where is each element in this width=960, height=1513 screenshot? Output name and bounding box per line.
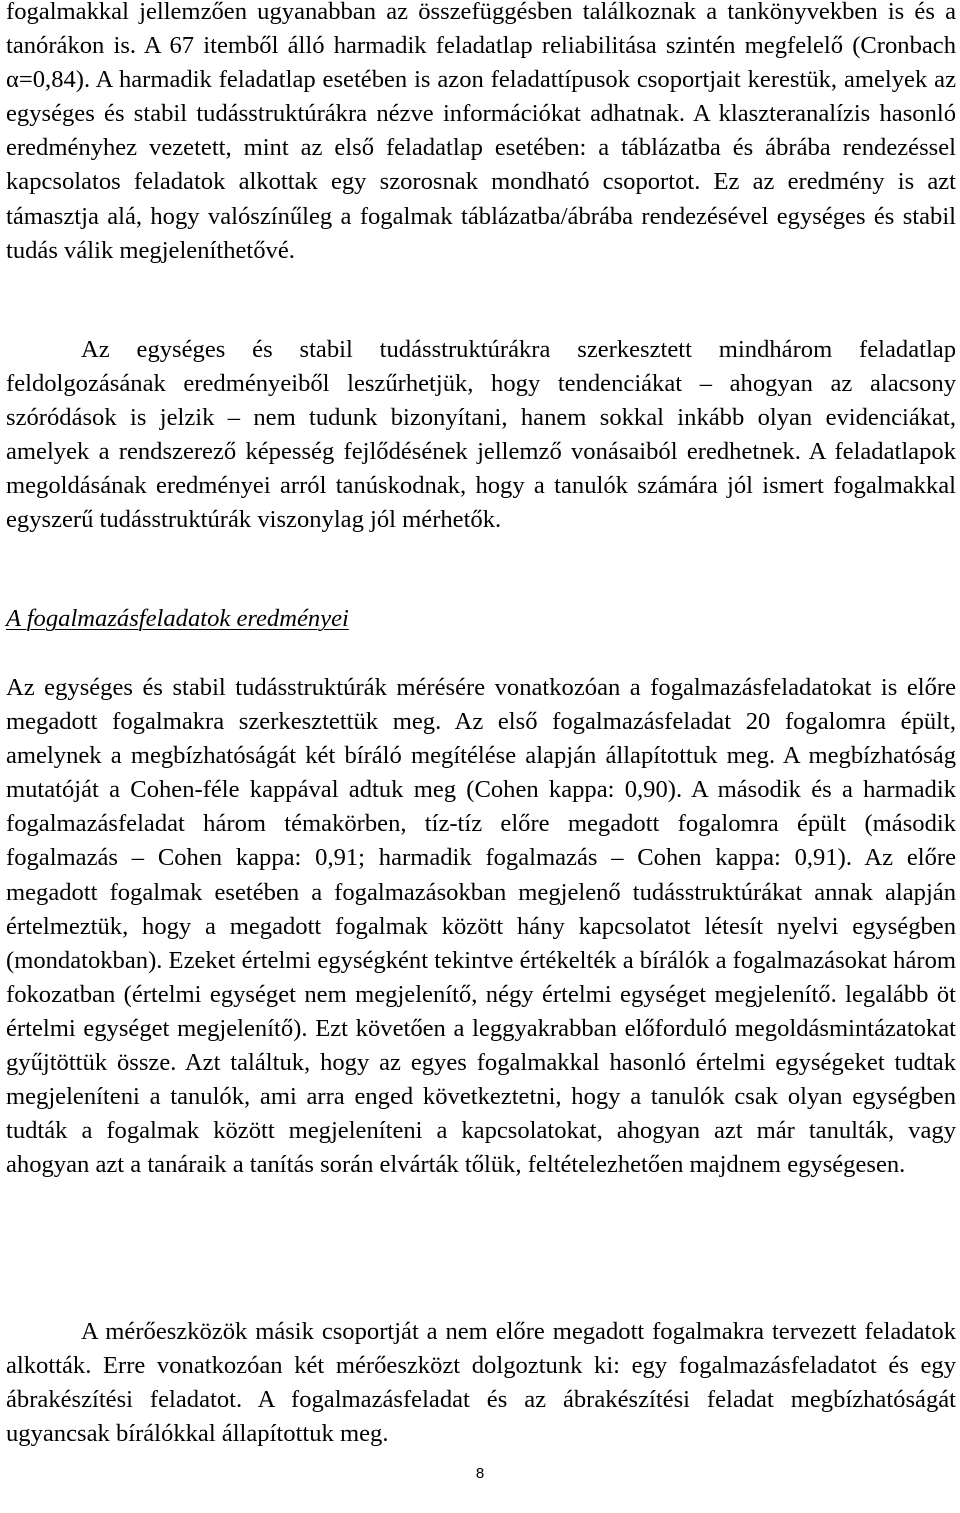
- paragraph-summary-findings: Az egységes és stabil tudásstruktúrákra szerkesztett mindhárom feladatlap feldolgozásának eredményeiből leszűrhetjük, hogy tendenciákat – ahogyan az alacsony szóródások is jelzik – nem tudunk bizonyítani, hanem sokkal inkább olyan evidenciákat, amelyek a rendszerező képesség fejlődésének jellemző vonásaiból eredhetnek. A feladatlapok megoldásának eredményei arról tanúskodnak, hogy a tanulók számára jól ismert fogalmakkal egyszerű tudásstruktúrák viszonylag jól mérhetők.: [6, 336, 956, 534]
- paragraph-reliability-results: fogalmakkal jellemzően ugyanabban az összefüggésben találkoznak a tankönyvekben is és a tanórákon is. A 67 itemből álló harmadik feladatlap reliabilitása szintén megfelelő (Cronbach α=0,84). A harmadik feladatlap esetében is azon feladattípusok csoportjait kerestük, amelyek az egységes és stabil tudásstruktúrákra nézve információkat adhatnak. A klaszteranalízis hasonló eredményhez vezetett, mint az első feladatlap esetében: a táblázatba és ábrába rendezéssel kapcsolatos feladatok alkottak egy szorosnak mondható csoportot. Ez az eredmény is azt támasztja alá, hogy valószínűleg a fogalmak táblázatba/ábrába rendezésével egységes és stabil tudás válik megjeleníthetővé.: [6, 0, 956, 264]
- paragraph-essay-tasks: Az egységes és stabil tudásstruktúrák mérésére vonatkozóan a fogalmazásfeladatokat is előre megadott fogalmakra szerkesztettük meg. Az első fogalmazásfeladat 20 fogalomra épült, amelynek a megbízhatóságát két bíráló megítélése alapján állapítottuk meg. A megbízhatóság mutatóját a Cohen-féle kappával adtuk meg (Cohen kappa: 0,90). A második és a harmadik fogalmazásfeladat három témakörben, tíz-tíz előre megadott fogalomra épült (második fogalmazás – Cohen kappa: 0,91; harmadik fogalmazás – Cohen kappa: 0,91). Az előre megadott fogalmak esetében a fogalmazásokban megjelenő tudásstruktúrákat annak alapján értelmeztük, hogy a megadott fogalmak között hány kapcsolatot létesít nyelvi egységben (mondatokban). Ezeket értelmi egységként tekintve értékelték a bírálók a fogalmazásokat három fokozatban (értelmi egységet nem megjelenítő, négy értelmi egységet megjelenítő. legalább öt értelmi egységet megjelenítő). Ezt követően a leggyakrabban előforduló megoldásmintázatokat gyűjtöttük össze. Azt találtuk, hogy az egyes fogalmakkal hasonló értelmi egységeket tudtak megjeleníteni a tanulók, ami arra enged következtetni, hogy a tanulók csak olyan egységben tudták a fogalmak között megjeleníteni a kapcsolatokat, ahogyan azt már tanulták, vagy ahogyan azt a tanáraik a tanítás során elvárták tőlük, feltételezhetően majdnem egységesen.: [6, 674, 956, 1179]
- section-heading: A fogalmazásfeladatok eredményei: [6, 605, 349, 632]
- paragraph-measurement-tools: A mérőeszközök másik csoportját a nem előre megadott fogalmakra tervezett feladatok alkották. Erre vonatkozóan két mérőeszközt dolgoztunk ki: egy fogalmazásfeladatot és egy ábrakészítési feladatot. A fogalmazásfeladat és az ábrakészítési feladat megbízhatóságát ugyancsak bírálókkal állapítottuk meg.: [6, 1318, 956, 1448]
- page-number: 8: [475, 1465, 485, 1482]
